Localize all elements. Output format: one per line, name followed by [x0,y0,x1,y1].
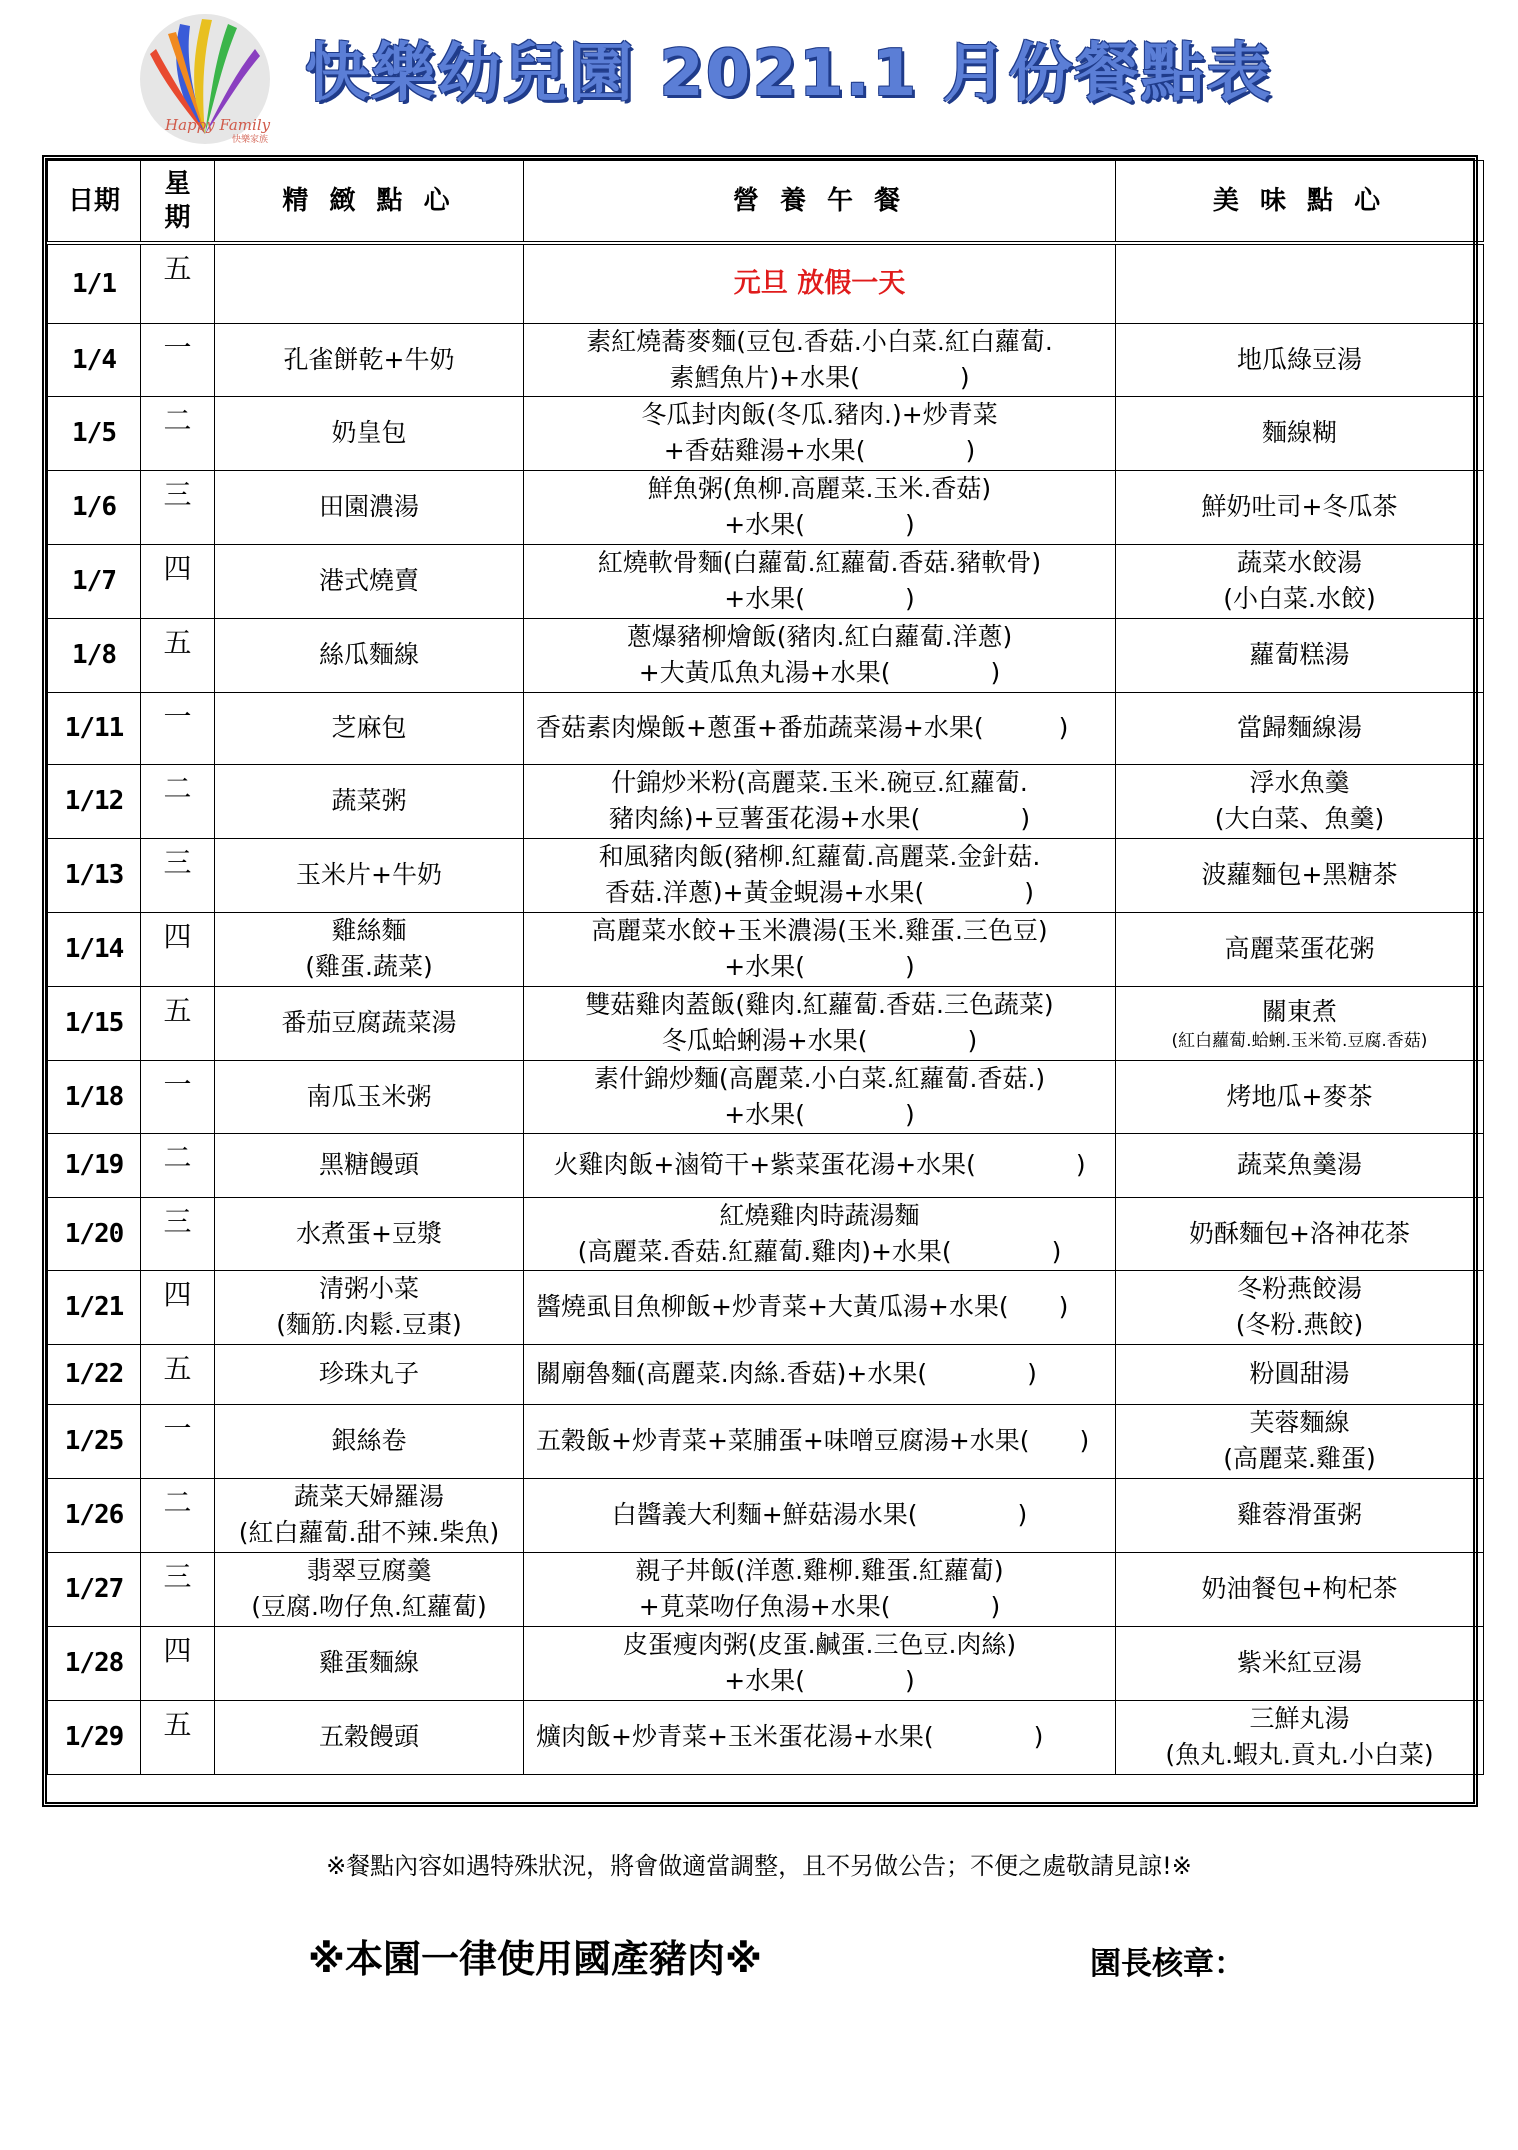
date-cell: 1/18 [48,1060,141,1133]
lunch-cell-line: 關廟魯麵(高麗菜.肉絲.香菇)+水果( ) [536,1359,1037,1388]
lunch-cell-line: 素紅燒蕎麥麵(豆包.香菇.小白菜.紅白蘿蔔. [586,326,1053,356]
snack-pm-cell-line: 蔬菜魚羹湯 [1236,1150,1362,1179]
date-cell: 1/28 [48,1626,141,1700]
lunch-cell [524,986,1116,1060]
table-row [48,1270,1484,1344]
snack-pm-cell-line: 地瓜綠豆湯 [1236,344,1362,374]
snack-pm-cell [1116,1344,1484,1404]
weekday-cell: 五 [141,618,215,692]
snack-pm-cell [1116,618,1484,692]
lunch-cell-line: 豬肉絲)+豆薯蛋花湯+水果( ) [608,804,1031,833]
date-cell: 1/25 [48,1404,141,1478]
weekday-cell: 四 [141,912,215,986]
snack-pm-cell-line: 關東煮 [1261,997,1337,1026]
snack-am-cell-line: 銀絲卷 [331,1426,407,1455]
snack-am-cell [215,1700,524,1774]
snack-pm-cell [1116,1060,1484,1133]
date-cell: 1/14 [48,912,141,986]
lunch-cell [524,912,1116,986]
snack-pm-cell [1116,1404,1484,1478]
date-cell: 1/26 [48,1478,141,1552]
snack-pm-cell-line: 高麗菜蛋花粥 [1224,934,1375,963]
date-cell: 1/6 [48,470,141,544]
table-row [48,1197,1484,1270]
lunch-cell-line: +水果( ) [724,584,915,613]
date-cell: 1/27 [48,1552,141,1626]
snack-pm-cell [1116,1700,1484,1774]
weekday-cell: 四 [141,1270,215,1344]
table-row [48,1344,1484,1404]
snack-am-cell [215,1626,524,1700]
date-cell: 1/5 [48,396,141,470]
lunch-cell-line: +莧菜吻仔魚湯+水果( ) [638,1592,1001,1621]
table-row [48,1626,1484,1700]
lunch-cell-line: 醬燒虱目魚柳飯+炒青菜+大黃瓜湯+水果( ) [536,1292,1069,1321]
weekday-cell: 三 [141,1197,215,1270]
menu-table-frame [42,155,1478,1807]
lunch-cell-line: +水果( ) [724,952,915,981]
snack-am-cell [215,1133,524,1197]
snack-am-cell [215,912,524,986]
menu-table-body [48,243,1484,1774]
date-cell: 1/22 [48,1344,141,1404]
table-row [48,1404,1484,1478]
snack-pm-cell-line: 紫米紅豆湯 [1236,1648,1362,1677]
table-row [48,838,1484,912]
lunch-cell-line: 什錦炒米粉(高麗菜.玉米.碗豆.紅蘿蔔. [611,768,1028,797]
table-row [48,1700,1484,1774]
snack-pm-cell-line: 烤地瓜+麥茶 [1226,1081,1373,1111]
date-cell: 1/11 [48,692,141,764]
table-row [48,544,1484,618]
snack-pm-cell-line: (小白菜.水餃) [1223,584,1376,613]
lunch-cell-line: 鮮魚粥(魚柳.高麗菜.玉米.香菇) [647,474,992,503]
lunch-cell-line: 親子丼飯(洋蔥.雞柳.雞蛋.紅蘿蔔) [635,1556,1004,1585]
snack-pm-cell-line: 冬粉燕餃湯 [1236,1274,1362,1303]
holiday-cell [524,243,1116,323]
snack-pm-cell-line: 粉圓甜湯 [1249,1359,1350,1388]
snack-am-cell [215,1404,524,1478]
header-date: 日期 [48,161,141,244]
snack-pm-cell [1116,470,1484,544]
domestic-pork-statement: ※本園一律使用國產豬肉※ [308,1937,762,1981]
snack-am-cell-line: 奶皇包 [331,418,407,447]
lunch-cell-line: 皮蛋瘦肉粥(皮蛋.鹹蛋.三色豆.肉絲) [622,1630,1017,1659]
snack-pm-cell-line: 奶酥麵包+洛神花茶 [1189,1218,1410,1248]
menu-table [47,160,1484,1775]
lunch-cell-line: 冬瓜封肉飯(冬瓜.豬肉.)+炒青菜 [641,400,998,429]
weekday-cell: 一 [141,323,215,396]
snack-am-cell [215,323,524,396]
lunch-cell-line: 蔥爆豬柳燴飯(豬肉.紅白蘿蔔.洋蔥) [626,622,1013,651]
snack-am-cell-line: (麵筋.肉鬆.豆棗) [276,1310,462,1339]
date-cell: 1/15 [48,986,141,1060]
date-cell: 1/21 [48,1270,141,1344]
lunch-cell [524,396,1116,470]
date-cell: 1/7 [48,544,141,618]
table-row [48,1478,1484,1552]
snack-am-cell [215,838,524,912]
header-snack-am: 精 緻 點 心 [215,161,524,244]
snack-pm-cell-line: (冬粉.燕餃) [1235,1310,1364,1339]
snack-am-cell-line: 翡翠豆腐羹 [306,1556,432,1585]
lunch-cell [524,764,1116,838]
date-cell: 1/4 [48,323,141,396]
lunch-cell [524,692,1116,764]
snack-am-cell-line: 芝麻包 [331,713,407,742]
weekday-cell: 二 [141,764,215,838]
weekday-cell: 五 [141,1700,215,1774]
snack-am-cell [215,1344,524,1404]
snack-pm-cell [1116,1270,1484,1344]
snack-am-cell [215,986,524,1060]
lunch-cell [524,323,1116,396]
table-row [48,912,1484,986]
lunch-cell-line: +香菇雞湯+水果( ) [663,436,976,465]
lunch-cell-line: 素什錦炒麵(高麗菜.小白菜.紅蘿蔔.香菇.) [593,1063,1046,1093]
holiday-cell-line: 元旦 放假一天 [733,267,906,299]
table-row [48,986,1484,1060]
snack-pm-cell [1116,912,1484,986]
table-row [48,243,1484,323]
snack-pm-cell-line: 鮮奶吐司+冬瓜茶 [1201,492,1398,521]
lunch-cell-line: 和風豬肉飯(豬柳.紅蘿蔔.高麗菜.金針菇. [598,842,1041,871]
snack-am-cell-line: 孔雀餅乾+牛奶 [283,344,455,374]
lunch-cell-line: 香菇素肉燥飯+蔥蛋+番茄蔬菜湯+水果( ) [536,713,1069,742]
lunch-cell-line: +大黃瓜魚丸湯+水果( ) [638,658,1001,687]
snack-am-cell-line: 雞蛋麵線 [318,1648,419,1677]
snack-pm-cell [1116,1197,1484,1270]
snack-pm-cell-line: 蔬菜水餃湯 [1236,548,1362,577]
lunch-cell-line: 冬瓜蛤蜊湯+水果( ) [661,1026,978,1055]
table-row [48,692,1484,764]
table-header-row [48,161,1484,244]
weekday-cell: 一 [141,1060,215,1133]
weekday-cell: 二 [141,1478,215,1552]
date-cell: 1/19 [48,1133,141,1197]
snack-pm-cell-line: (紅白蘿蔔.蛤蜊.玉米筍.豆腐.香菇) [1171,1031,1428,1051]
lunch-cell-line: 爌肉飯+炒青菜+玉米蛋花湯+水果( ) [536,1722,1044,1751]
header-lunch: 營 養 午 餐 [524,161,1116,244]
snack-pm-cell [1116,1626,1484,1700]
lunch-cell [524,470,1116,544]
snack-am-cell-line: (雞蛋.蔬菜) [305,952,433,981]
weekday-cell: 五 [141,1344,215,1404]
weekday-cell: 四 [141,1626,215,1700]
snack-pm-cell-line: 當歸麵線湯 [1236,713,1362,742]
snack-am-cell [215,544,524,618]
lunch-cell [524,1270,1116,1344]
snack-am-cell-line: 港式燒賣 [318,566,419,595]
snack-am-cell [215,243,524,323]
lunch-cell-line: 白醬義大利麵+鮮菇湯水果( ) [611,1500,1028,1529]
snack-am-cell-line: 清粥小菜 [318,1274,419,1303]
table-row [48,470,1484,544]
lunch-cell [524,1133,1116,1197]
snack-am-cell-line: 雞絲麵 [331,916,407,945]
lunch-cell-line: 紅燒雞肉時蔬湯麵 [719,1200,920,1230]
lunch-cell-line: 五穀飯+炒青菜+菜脯蛋+味噌豆腐湯+水果( ) [536,1426,1090,1455]
snack-am-cell-line: 田園濃湯 [318,492,419,521]
table-row [48,764,1484,838]
snack-pm-cell [1116,243,1484,323]
lunch-cell-line: +水果( ) [724,1099,915,1129]
weekday-cell: 一 [141,1404,215,1478]
weekday-cell: 二 [141,1133,215,1197]
snack-am-cell [215,764,524,838]
logo-text: Happy Family [165,116,271,134]
snack-am-cell-line: 絲瓜麵線 [318,640,419,669]
snack-pm-cell-line: 浮水魚羹 [1249,768,1350,797]
weekday-cell: 三 [141,838,215,912]
header-weekday: 星 期 [141,161,215,244]
snack-am-cell-line: 珍珠丸子 [318,1359,419,1388]
date-cell: 1/8 [48,618,141,692]
weekday-cell: 三 [141,1552,215,1626]
table-row [48,1060,1484,1133]
snack-am-cell [215,692,524,764]
lunch-cell-line: +水果( ) [724,510,915,539]
weekday-cell: 五 [141,986,215,1060]
snack-pm-cell [1116,544,1484,618]
weekday-cell: 一 [141,692,215,764]
lunch-cell [524,1197,1116,1270]
date-cell: 1/1 [48,243,141,323]
lunch-cell-line: 素鱈魚片)+水果( ) [669,362,970,392]
snack-am-cell [215,1270,524,1344]
snack-am-cell-line: 五穀饅頭 [318,1722,419,1751]
snack-pm-cell [1116,1133,1484,1197]
table-row [48,323,1484,396]
lunch-cell-line: (高麗菜.香菇.紅蘿蔔.雞肉)+水果( ) [577,1236,1062,1266]
lunch-cell [524,1626,1116,1700]
snack-pm-cell [1116,838,1484,912]
lunch-cell-line: 雙菇雞肉蓋飯(雞肉.紅蘿蔔.香菇.三色蔬菜) [585,990,1054,1019]
table-row [48,618,1484,692]
snack-pm-cell-line: 波蘿麵包+黑糖茶 [1201,860,1398,889]
lunch-cell [524,1700,1116,1774]
weekday-cell: 二 [141,396,215,470]
snack-pm-cell [1116,323,1484,396]
snack-am-cell [215,1197,524,1270]
snack-am-cell-line: 蔬菜粥 [331,786,407,815]
snack-am-cell [215,470,524,544]
snack-am-cell-line: (紅白蘿蔔.甜不辣.柴魚) [238,1518,500,1547]
snack-am-cell-line: 水煮蛋+豆漿 [296,1218,442,1248]
snack-pm-cell-line: 蘿蔔糕湯 [1249,640,1350,669]
snack-pm-cell [1116,1552,1484,1626]
lunch-cell-line: +水果( ) [724,1666,915,1695]
snack-pm-cell-line: (高麗菜.雞蛋) [1223,1444,1376,1473]
header-snack-pm: 美 味 點 心 [1116,161,1484,244]
lunch-cell-line: 火雞肉飯+滷筍干+紫菜蛋花湯+水果( ) [553,1150,1086,1179]
snack-pm-cell [1116,1478,1484,1552]
notice-text: ※餐點內容如遇特殊狀況，將會做適當調整，且不另做公告；不便之處敬請見諒!※ [326,1852,1192,1880]
logo-subtext: 快樂家族 [232,135,269,145]
lunch-cell [524,1552,1116,1626]
weekday-cell: 三 [141,470,215,544]
weekday-cell: 四 [141,544,215,618]
lunch-cell [524,1478,1116,1552]
date-cell: 1/13 [48,838,141,912]
page-header [0,0,1518,150]
snack-am-cell-line: 南瓜玉米粥 [306,1081,432,1111]
lunch-cell-line: 高麗菜水餃+玉米濃湯(玉米.雞蛋.三色豆) [591,916,1048,945]
snack-am-cell-line: (豆腐.吻仔魚.紅蘿蔔) [251,1592,487,1621]
lunch-cell-line: 香菇.洋蔥)+黃金蜆湯+水果( ) [604,878,1035,907]
snack-pm-cell-line: 三鮮丸湯 [1249,1704,1350,1733]
lunch-cell [524,1344,1116,1404]
weekday-cell: 五 [141,243,215,323]
lunch-cell-line: 紅燒軟骨麵(白蘿蔔.紅蘿蔔.香菇.豬軟骨) [597,548,1042,577]
snack-am-cell [215,618,524,692]
table-row [48,396,1484,470]
lunch-cell [524,1404,1116,1478]
snack-pm-cell [1116,396,1484,470]
snack-am-cell [215,1060,524,1133]
snack-am-cell-line: 玉米片+牛奶 [296,860,442,889]
table-row [48,1552,1484,1626]
date-cell: 1/12 [48,764,141,838]
snack-am-cell [215,396,524,470]
page-title: 快樂幼兒園 2021.1 月份餐點表 [305,37,1273,111]
snack-pm-cell [1116,986,1484,1060]
snack-am-cell [215,1552,524,1626]
lunch-cell [524,838,1116,912]
snack-pm-cell-line: 芙蓉麵線 [1249,1408,1350,1437]
principal-seal-label: 園長核章： [1090,1946,1245,1982]
snack-pm-cell-line: (魚丸.蝦丸.貢丸.小白菜) [1165,1740,1434,1769]
table-row [48,1133,1484,1197]
snack-pm-cell-line: 雞蓉滑蛋粥 [1236,1500,1362,1529]
snack-am-cell-line: 黑糖饅頭 [318,1150,419,1179]
date-cell: 1/29 [48,1700,141,1774]
date-cell: 1/20 [48,1197,141,1270]
snack-pm-cell-line: (大白菜、魚羹) [1214,804,1385,833]
lunch-cell [524,544,1116,618]
lunch-cell [524,618,1116,692]
snack-am-cell-line: 蔬菜天婦羅湯 [293,1482,444,1511]
snack-am-cell [215,1478,524,1552]
snack-pm-cell [1116,692,1484,764]
snack-pm-cell-line: 麵線糊 [1261,418,1337,447]
snack-pm-cell-line: 奶油餐包+枸杞茶 [1201,1574,1398,1603]
snack-am-cell-line: 番茄豆腐蔬菜湯 [281,1008,457,1037]
snack-pm-cell [1116,764,1484,838]
lunch-cell [524,1060,1116,1133]
